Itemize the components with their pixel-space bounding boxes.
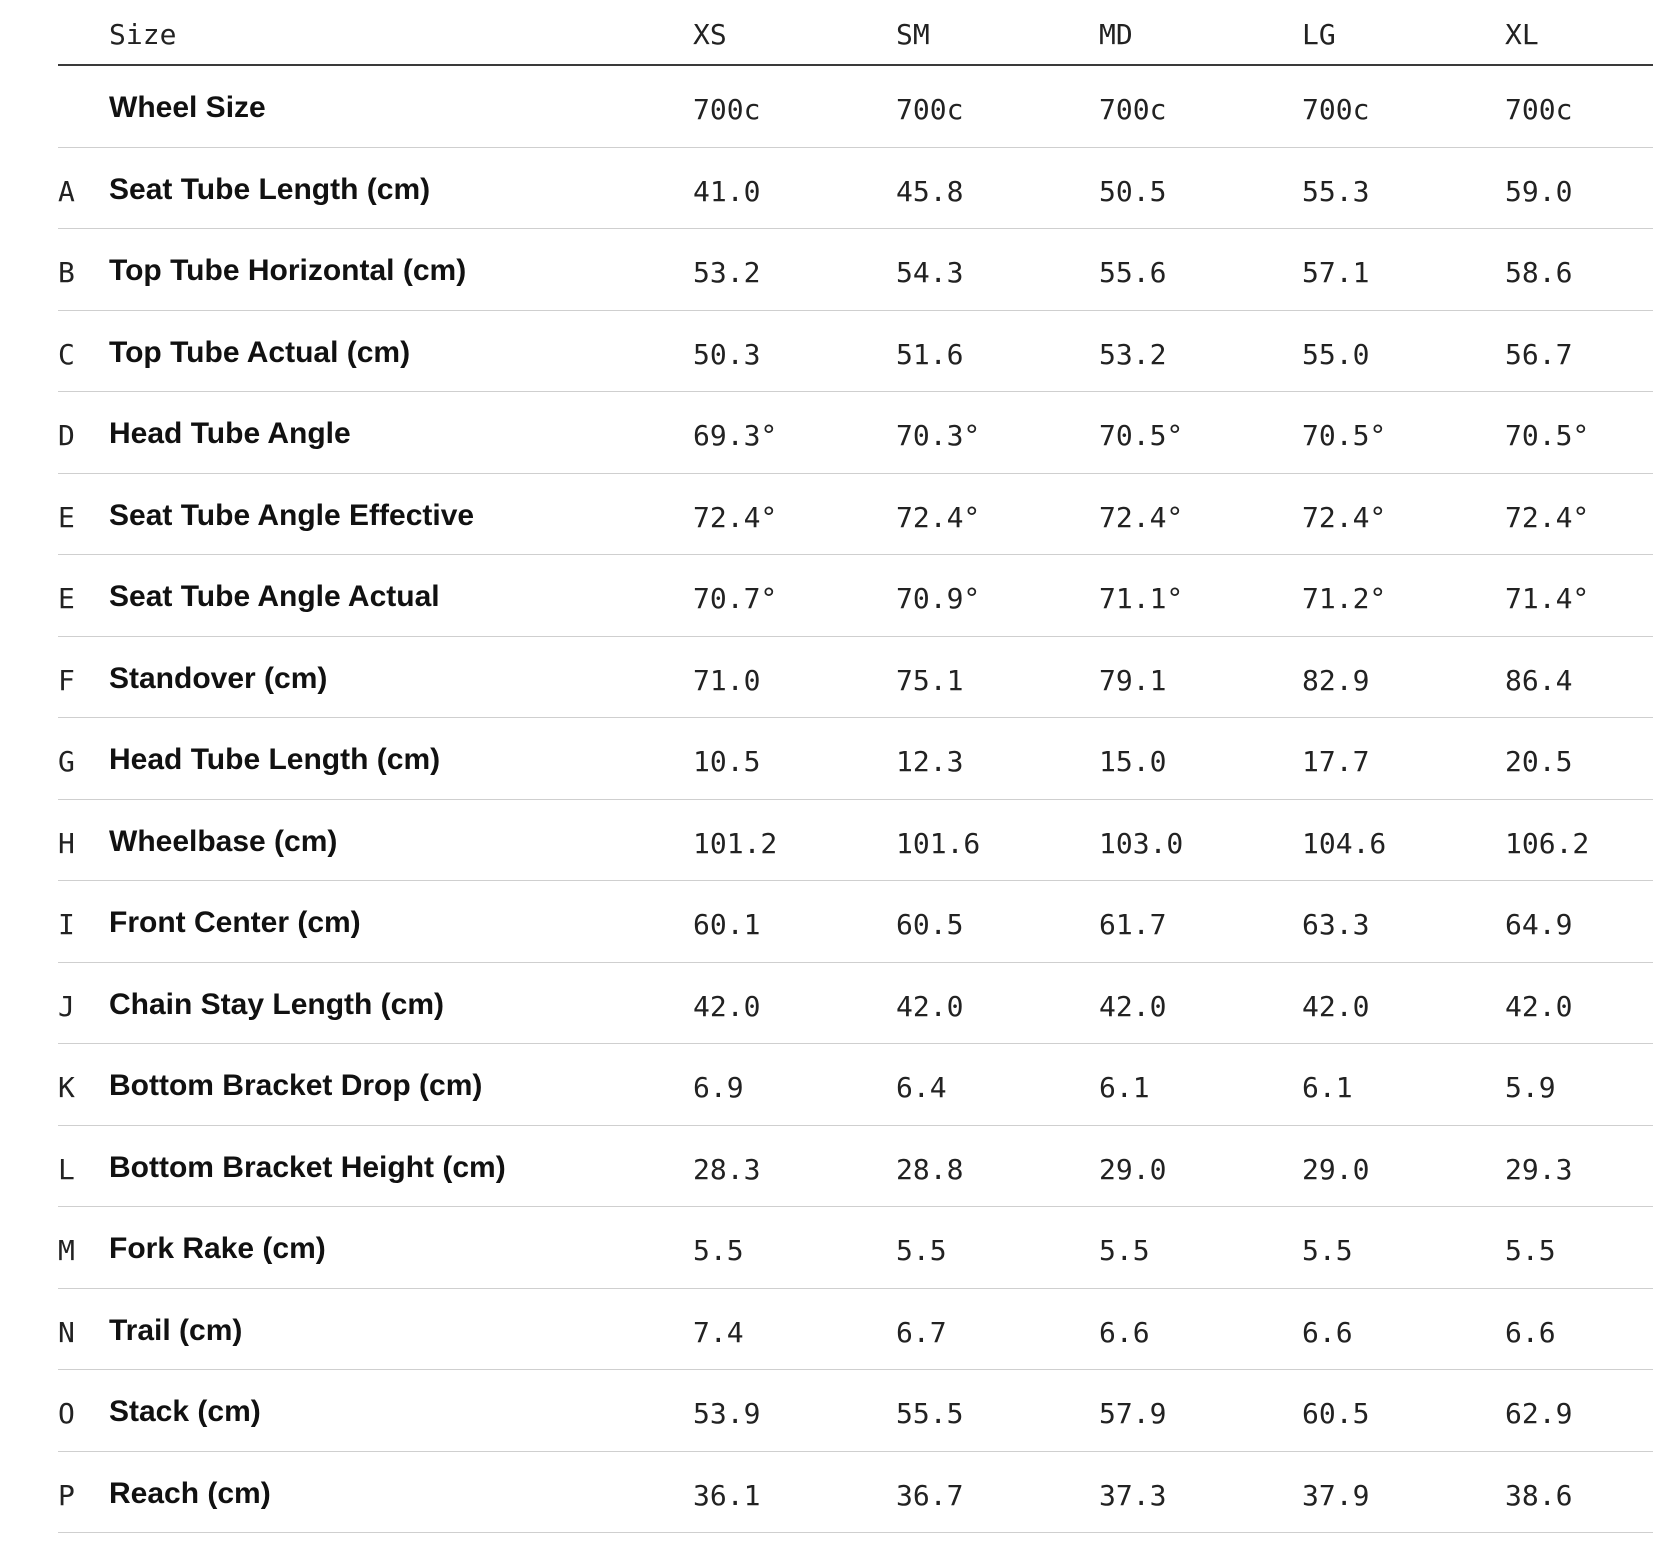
value-cell-xl: 71.4° (1505, 582, 1590, 615)
row-letter: N (58, 1315, 75, 1349)
value-cell-xs: 71.0 (693, 663, 761, 697)
value-cell-sm: 5.5 (896, 1234, 947, 1267)
table-row (58, 148, 1653, 230)
size-header-sm: SM (896, 18, 930, 51)
value-cell-xs: 69.3° (693, 419, 778, 452)
value-cell-md: 55.6 (1099, 256, 1167, 289)
table-row (58, 1289, 1653, 1371)
row-letter: K (58, 1071, 75, 1104)
value-cell-lg: 29.0 (1302, 1152, 1370, 1186)
value-cell-md: 57.9 (1099, 1397, 1167, 1430)
row-letter: B (58, 256, 75, 289)
table-row (58, 718, 1653, 800)
size-header-lg: LG (1302, 18, 1336, 51)
value-cell-sm: 51.6 (896, 337, 964, 371)
value-cell-lg: 57.1 (1302, 256, 1370, 289)
value-cell-md: 103.0 (1099, 826, 1184, 860)
row-letter: P (58, 1478, 75, 1512)
value-cell-sm: 70.3° (896, 419, 981, 452)
value-cell-xs: 5.5 (693, 1234, 744, 1267)
value-cell-sm: 6.4 (896, 1071, 947, 1104)
value-cell-xl: 5.5 (1505, 1234, 1556, 1267)
value-cell-md: 53.2 (1099, 337, 1167, 371)
row-letter: H (58, 826, 75, 860)
row-label: Reach (cm) (109, 1476, 271, 1510)
value-cell-xs: 41.0 (693, 174, 761, 208)
value-cell-sm: 101.6 (896, 826, 981, 860)
value-cell-lg: 17.7 (1302, 745, 1370, 778)
size-header-xl: XL (1505, 18, 1539, 51)
value-cell-lg: 55.3 (1302, 174, 1370, 208)
row-label: Standover (cm) (109, 661, 328, 695)
value-cell-lg: 6.1 (1302, 1071, 1353, 1104)
value-cell-xl: 58.6 (1505, 256, 1573, 289)
row-label: Top Tube Horizontal (cm) (109, 254, 467, 287)
value-cell-lg: 700c (1302, 93, 1370, 126)
value-cell-lg: 42.0 (1302, 989, 1370, 1023)
value-cell-lg: 82.9 (1302, 663, 1370, 697)
value-cell-xl: 29.3 (1505, 1152, 1573, 1186)
row-letter: F (58, 663, 75, 697)
table-body (58, 66, 1653, 1533)
row-letter: M (58, 1234, 75, 1267)
table-row (58, 800, 1653, 882)
row-label: Fork Rake (cm) (109, 1232, 326, 1265)
table-row (58, 1044, 1653, 1126)
value-cell-lg: 55.0 (1302, 337, 1370, 371)
row-letter: A (58, 174, 75, 208)
value-cell-lg: 71.2° (1302, 582, 1387, 615)
value-cell-xl: 56.7 (1505, 337, 1573, 371)
value-cell-xs: 42.0 (693, 989, 761, 1023)
row-label: Wheelbase (cm) (109, 824, 338, 858)
row-letter: J (58, 989, 75, 1023)
value-cell-lg: 104.6 (1302, 826, 1387, 860)
value-cell-sm: 75.1 (896, 663, 964, 697)
table-row (58, 474, 1653, 556)
value-cell-md: 5.5 (1099, 1234, 1150, 1267)
row-label: Chain Stay Length (cm) (109, 987, 445, 1021)
value-cell-sm: 36.7 (896, 1478, 964, 1512)
value-cell-sm: 28.8 (896, 1152, 964, 1186)
row-letter: L (58, 1152, 75, 1186)
value-cell-md: 700c (1099, 93, 1167, 126)
value-cell-xl: 72.4° (1505, 500, 1590, 534)
value-cell-xs: 53.2 (693, 256, 761, 289)
value-cell-sm: 700c (896, 93, 964, 126)
row-label: Stack (cm) (109, 1395, 261, 1428)
value-cell-xl: 64.9 (1505, 908, 1573, 941)
size-header-md: MD (1099, 18, 1133, 51)
size-header-xs: XS (693, 18, 727, 51)
geometry-table (58, 0, 1653, 1533)
value-cell-md: 15.0 (1099, 745, 1167, 778)
value-cell-lg: 5.5 (1302, 1234, 1353, 1267)
value-cell-xs: 53.9 (693, 1397, 761, 1430)
value-cell-xl: 38.6 (1505, 1478, 1573, 1512)
row-letter: E (58, 500, 75, 534)
row-label: Trail (cm) (109, 1313, 243, 1347)
value-cell-xs: 50.3 (693, 337, 761, 371)
value-cell-md: 6.6 (1099, 1315, 1150, 1349)
row-letter: O (58, 1397, 75, 1430)
value-cell-sm: 54.3 (896, 256, 964, 289)
value-cell-xl: 59.0 (1505, 174, 1573, 208)
row-label: Front Center (cm) (109, 906, 361, 939)
value-cell-md: 6.1 (1099, 1071, 1150, 1104)
value-cell-xs: 700c (693, 93, 761, 126)
value-cell-xl: 70.5° (1505, 419, 1590, 452)
row-label: Seat Tube Angle Effective (109, 498, 475, 532)
table-row (58, 637, 1653, 719)
table-row (58, 963, 1653, 1045)
row-letter: D (58, 419, 75, 452)
row-label: Head Tube Angle (109, 417, 351, 450)
value-cell-xs: 6.9 (693, 1071, 744, 1104)
value-cell-lg: 37.9 (1302, 1478, 1370, 1512)
value-cell-sm: 42.0 (896, 989, 964, 1023)
table-row (58, 1126, 1653, 1208)
row-label: Top Tube Actual (cm) (109, 335, 411, 369)
value-cell-xl: 62.9 (1505, 1397, 1573, 1430)
value-cell-xs: 10.5 (693, 745, 761, 778)
row-label: Wheel Size (109, 91, 266, 124)
value-cell-md: 70.5° (1099, 419, 1184, 452)
row-label: Bottom Bracket Drop (cm) (109, 1069, 483, 1102)
value-cell-md: 71.1° (1099, 582, 1184, 615)
table-row (58, 1370, 1653, 1452)
table-row (58, 555, 1653, 637)
value-cell-xl: 5.9 (1505, 1071, 1556, 1104)
row-label: Seat Tube Angle Actual (109, 580, 440, 613)
row-letter: E (58, 582, 75, 615)
table-row (58, 1207, 1653, 1289)
value-cell-lg: 6.6 (1302, 1315, 1353, 1349)
value-cell-xl: 700c (1505, 93, 1573, 126)
value-cell-sm: 45.8 (896, 174, 964, 208)
row-letter: C (58, 337, 75, 371)
table-row (58, 229, 1653, 311)
value-cell-md: 61.7 (1099, 908, 1167, 941)
value-cell-lg: 70.5° (1302, 419, 1387, 452)
value-cell-xs: 101.2 (693, 826, 778, 860)
value-cell-md: 50.5 (1099, 174, 1167, 208)
size-header-label: Size (109, 18, 177, 51)
row-letter: I (58, 908, 75, 941)
value-cell-lg: 60.5 (1302, 1397, 1370, 1430)
value-cell-xs: 36.1 (693, 1478, 761, 1512)
value-cell-md: 72.4° (1099, 500, 1184, 534)
table-header-row (58, 0, 1653, 66)
value-cell-sm: 12.3 (896, 745, 964, 778)
value-cell-xl: 42.0 (1505, 989, 1573, 1023)
value-cell-xl: 6.6 (1505, 1315, 1556, 1349)
value-cell-md: 37.3 (1099, 1478, 1167, 1512)
row-letter: G (58, 745, 75, 778)
value-cell-sm: 6.7 (896, 1315, 947, 1349)
table-row (58, 1452, 1653, 1534)
value-cell-xs: 70.7° (693, 582, 778, 615)
value-cell-xs: 7.4 (693, 1315, 744, 1349)
value-cell-md: 79.1 (1099, 663, 1167, 697)
table-row (58, 311, 1653, 393)
value-cell-lg: 72.4° (1302, 500, 1387, 534)
value-cell-xs: 60.1 (693, 908, 761, 941)
row-label: Bottom Bracket Height (cm) (109, 1150, 506, 1184)
value-cell-sm: 70.9° (896, 582, 981, 615)
value-cell-sm: 60.5 (896, 908, 964, 941)
value-cell-md: 29.0 (1099, 1152, 1167, 1186)
table-row (58, 392, 1653, 474)
value-cell-xl: 20.5 (1505, 745, 1573, 778)
table-row (58, 66, 1653, 148)
value-cell-lg: 63.3 (1302, 908, 1370, 941)
value-cell-sm: 72.4° (896, 500, 981, 534)
table-row (58, 881, 1653, 963)
value-cell-xl: 86.4 (1505, 663, 1573, 697)
value-cell-xl: 106.2 (1505, 826, 1590, 860)
value-cell-xs: 72.4° (693, 500, 778, 534)
value-cell-md: 42.0 (1099, 989, 1167, 1023)
value-cell-xs: 28.3 (693, 1152, 761, 1186)
row-label: Head Tube Length (cm) (109, 743, 441, 776)
row-label: Seat Tube Length (cm) (109, 172, 431, 206)
value-cell-sm: 55.5 (896, 1397, 964, 1430)
